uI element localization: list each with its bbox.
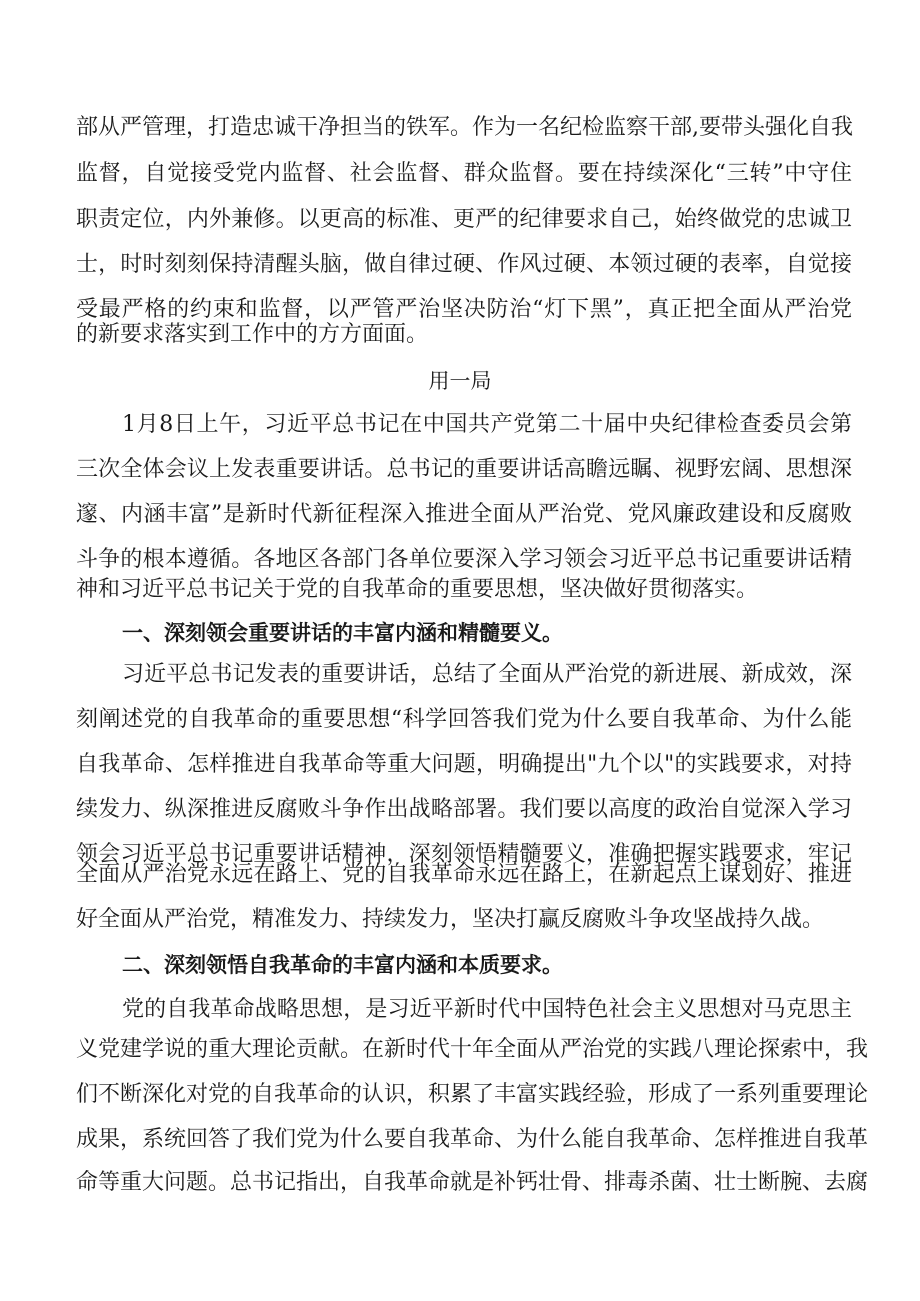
para2-line-7: 好全面从严治党，精准发力、持续发力，坚决打赢反腐败斗争攻坚战持久战。	[76, 907, 825, 932]
para2-line-3: 自我革命、怎样推进自我革命等重大问题，明确提出"九个以"的实践要求，对持	[76, 752, 852, 777]
para2-line-6: 全面从严治党永远在路上、党的自我革命永远在路上，在新起点上谋划好、推进	[76, 862, 852, 887]
para1-line-1: 1月8日上午，习近平总书记在中国共产党第二十届中央纪律检查委员会第	[122, 412, 852, 437]
para2-line-4: 续发力、纵深推进反腐败斗争作出战略部署。我们要以高度的政治自觉深入学习	[76, 797, 852, 822]
intro-line-1: 部从严管理，打造忠诚干净担当的铁军。作为一名纪检监察干部,要带头强化自我	[76, 115, 853, 140]
para3-line-1: 党的自我革命战略思想，是习近平新时代中国特色社会主义思想对马克思主	[122, 997, 852, 1022]
para3-line-5: 命等重大问题。总书记指出，自我革命就是补钙壮骨、排毒杀菌、壮士断腕、去腐	[76, 1170, 869, 1195]
heading-1: 一、深刻领会重要讲话的丰富内涵和精髓要义。	[122, 621, 563, 645]
intro-line-5: 受最严格的约束和监督，以严管严治坚决防治“灯下黑”，真正把全面从严治党	[76, 297, 852, 322]
para2-line-2: 刻阐述党的自我革命的重要思想“科学回答我们党为什么要自我革命、为什么能	[76, 707, 852, 732]
para1-line-5: 神和习近平总书记关于党的自我革命的重要思想，坚决做好贯彻落实。	[76, 577, 759, 602]
para1-line-2: 三次全体会议上发表重要讲话。总书记的重要讲话高瞻远瞩、视野宏阔、思想深	[76, 457, 852, 482]
para1-line-3: 邃、内涵丰富”是新时代新征程深入推进全面从严治党、党风廉政建设和反腐败	[76, 502, 852, 527]
intro-line-2: 监督，自觉接受党内监督、社会监督、群众监督。要在持续深化“三转”中守住	[76, 161, 852, 186]
para3-line-3: 们不断深化对党的自我革命的认识，积累了丰富实践经验，形成了一系列重要理论	[76, 1082, 869, 1107]
para3-line-2: 义党建学说的重大理论贡献。在新时代十年全面从严治党的实践八理论探索中，我	[76, 1037, 869, 1062]
intro-line-6: 的新要求落实到工作中的方方面面。	[76, 322, 429, 347]
para1-line-4: 斗争的根本遵循。各地区各部门各单位要深入学习领会习近平总书记重要讲话精	[76, 547, 852, 572]
para2-line-5: 领会习近平总书记重要讲话精神，深刻领悟精髓要义，准确把握实践要求，牢记	[76, 842, 852, 867]
intro-line-4: 士，时时刻刻保持清醒头脑，做自律过硬、作风过硬、本领过硬的表率，自觉接	[76, 252, 852, 277]
para3-line-4: 成果，系统回答了我们党为什么要自我革命、为什么能自我革命、怎样推进自我革	[76, 1127, 869, 1152]
intro-line-3: 职责定位，内外兼修。以更高的标准、更严的纪律要求自己，始终做党的忠诚卫	[76, 207, 852, 232]
para2-line-1: 习近平总书记发表的重要讲话，总结了全面从严治党的新进展、新成效，深	[122, 662, 852, 687]
section-title: 用一局	[428, 369, 492, 393]
heading-2: 二、深刻领悟自我革命的丰富内涵和本质要求。	[122, 953, 563, 977]
